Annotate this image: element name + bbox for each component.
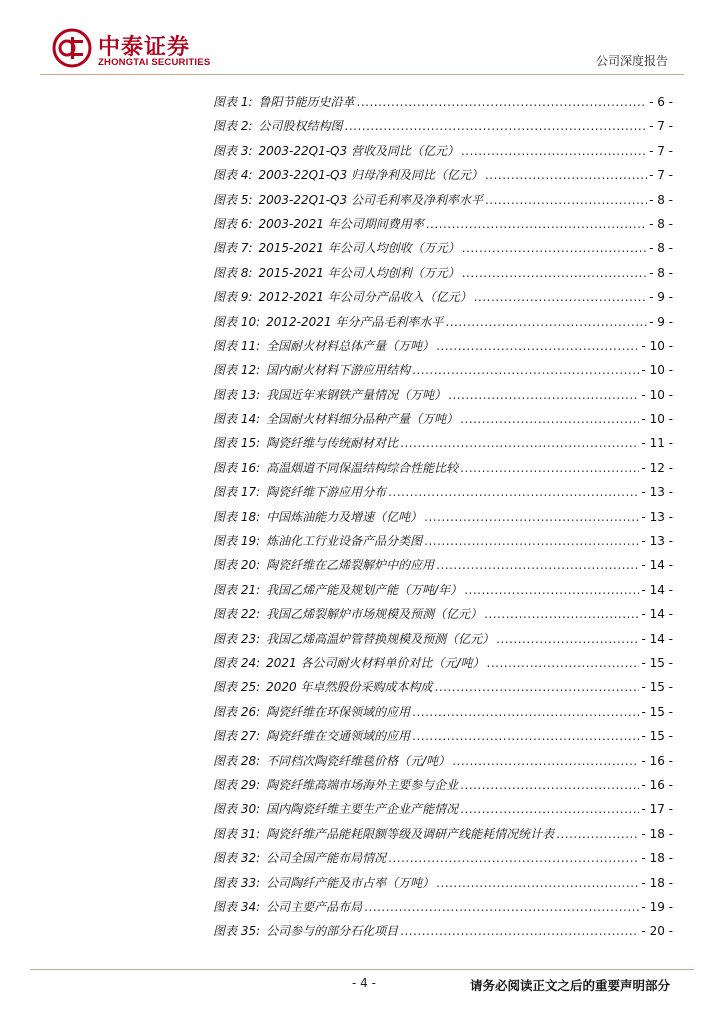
toc-entry-title: 国内耐火材料下游应用结构 [266,363,411,378]
toc-entry[interactable] [213,556,673,580]
toc-leader-dots [445,315,647,329]
toc-entry[interactable] [213,800,673,824]
toc-entry-page: - 10 - [641,412,673,427]
toc-entry-title: 2012-2021 年分产品毛利率水平 [266,314,444,329]
toc-entry[interactable] [213,898,673,922]
toc-entry-title: 2003-22Q1-Q3 公司毛利率及净利率水平 [258,192,483,207]
toc-entry-label: 图表 2: [213,119,253,134]
toc-entry-title: 公司主要产品布局 [266,899,363,914]
toc-leader-dots [400,924,639,938]
toc-leader-dots [364,900,639,914]
toc-entry-page: - 13 - [641,534,673,549]
toc-entry[interactable] [213,605,673,629]
toc-entry[interactable] [213,337,673,361]
toc-entry-label: 图表 31: [213,826,261,841]
disclaimer: 请务必阅读正文之后的重要声明部分 [469,978,670,993]
figure-index [213,93,673,947]
toc-entry-label: 图表 20: [213,558,261,573]
toc-entry-title: 鲁阳节能历史沿革 [258,95,355,109]
toc-entry-title: 国内陶瓷纤维主要生产企业产能情况 [266,802,459,817]
toc-entry-page: - 8 - [649,216,673,231]
toc-entry-title: 陶瓷纤维产品能耗限额等级及调研产线能耗情况统计表 [266,826,555,841]
toc-entry-title: 2020 年卓然股份采购成本构成 [266,680,433,695]
toc-leader-dots [436,339,639,353]
toc-leader-dots [485,168,647,182]
toc-entry-label: 图表 6: [213,216,253,231]
toc-entry-page: - 11 - [641,436,673,451]
toc-entry-label: 图表 10: [213,314,261,329]
toc-leader-dots [448,388,639,402]
toc-leader-dots [460,802,639,816]
toc-entry-page: - 13 - [641,485,673,500]
toc-entry[interactable] [213,434,673,458]
toc-entry[interactable] [213,288,673,312]
toc-entry-label: 图表 29: [213,777,261,792]
toc-leader-dots [460,461,639,475]
toc-entry[interactable] [213,849,673,873]
toc-entry[interactable] [213,874,673,898]
toc-entry[interactable] [213,313,673,337]
toc-entry-page: - 15 - [641,704,673,719]
toc-entry[interactable] [213,117,673,141]
toc-entry-label: 图表 24: [213,655,261,670]
toc-entry-page: - 14 - [641,558,673,573]
toc-entry-label: 图表 12: [213,363,261,378]
toc-entry-label: 图表 26: [213,704,261,719]
toc-entry-title: 2015-2021 年公司人均创利（万元） [258,265,460,280]
toc-entry[interactable] [213,532,673,556]
toc-leader-dots [357,95,648,109]
toc-entry[interactable] [213,239,673,263]
toc-leader-dots [460,778,639,792]
toc-entry[interactable] [213,166,673,190]
toc-entry-page: - 10 - [641,338,673,353]
toc-entry-title: 2015-2021 年公司人均创收（万元） [258,241,460,256]
toc-entry[interactable] [213,215,673,239]
toc-entry-label: 图表 14: [213,412,261,427]
toc-leader-dots [345,119,648,133]
toc-entry[interactable] [213,142,673,166]
toc-leader-dots [388,851,639,865]
toc-entry-title: 陶瓷纤维在乙烯裂解炉中的应用 [266,558,435,573]
toc-entry-label: 图表 25: [213,680,261,695]
toc-entry-page: - 15 - [641,729,673,744]
toc-entry-label: 图表 35: [213,924,261,939]
toc-entry-title: 我国乙烯裂解炉市场规模及预测（亿元） [266,607,483,622]
toc-leader-dots [484,607,639,621]
toc-entry[interactable] [213,361,673,385]
toc-leader-dots [436,558,639,572]
toc-entry[interactable] [213,727,673,751]
toc-entry-label: 图表 3: [213,143,253,158]
toc-entry-title: 陶瓷纤维与传统耐材对比 [266,436,399,451]
toc-entry-label: 图表 19: [213,534,261,549]
toc-leader-dots [435,680,640,694]
toc-entry[interactable] [213,776,673,800]
toc-entry-label: 图表 8: [213,265,253,280]
toc-entry-page: - 16 - [641,777,673,792]
toc-entry-label: 图表 34: [213,899,261,914]
toc-entry-title: 我国乙烯产能及规划产能（万吨/年） [266,582,463,597]
toc-leader-dots [474,290,647,304]
toc-entry-label: 图表 5: [213,192,253,207]
toc-entry-page: - 14 - [641,607,673,622]
toc-entry-title: 公司股权结构图 [258,119,343,134]
toc-entry[interactable] [213,191,673,215]
toc-entry-label: 图表 27: [213,729,261,744]
toc-entry-title: 2003-2021 年公司期间费用率 [258,216,424,231]
toc-entry-page: - 17 - [641,802,673,817]
toc-entry[interactable] [213,581,673,605]
toc-entry-page: - 13 - [641,509,673,524]
toc-entry[interactable] [213,922,673,946]
toc-leader-dots [424,510,639,524]
toc-entry-title: 全国耐火材料细分品种产量（万吨） [266,412,459,427]
toc-entry-label: 图表 16: [213,460,261,475]
toc-leader-dots [462,241,647,255]
toc-entry-page: - 7 - [649,168,673,183]
toc-entry-page: - 9 - [649,290,673,305]
toc-entry-title: 全国耐火材料总体产量（万吨） [266,338,435,353]
toc-leader-dots [462,266,647,280]
toc-entry-title: 2012-2021 年公司分产品收入（亿元） [258,290,472,305]
toc-entry-title: 炼油化工行业设备产品分类图 [266,534,423,549]
toc-entry-label: 图表 33: [213,875,261,890]
footer-divider [30,969,694,970]
toc-entry-label: 图表 9: [213,290,253,305]
toc-leader-dots [460,412,639,426]
toc-leader-dots [461,144,647,158]
toc-entry-page: - 19 - [641,899,673,914]
toc-entry-label: 图表 11: [213,338,261,353]
toc-entry-page: - 14 - [641,631,673,646]
toc-entry-page: - 9 - [649,314,673,329]
toc-leader-dots [412,363,639,377]
toc-entry[interactable] [213,483,673,507]
toc-entry[interactable] [213,703,673,727]
toc-entry-title: 陶瓷纤维下游应用分布 [266,485,387,500]
toc-entry-label: 图表 28: [213,753,261,768]
toc-entry-title: 高温烟道不同保温结构综合性能比较 [266,460,459,475]
toc-entry-page: - 7 - [649,143,673,158]
toc-leader-dots [487,656,640,670]
toc-entry[interactable] [213,508,673,532]
toc-leader-dots [412,705,639,719]
toc-entry-title: 2003-22Q1-Q3 归母净利及同比（亿元） [258,168,483,183]
header-divider [40,74,684,75]
toc-entry-page: - 7 - [649,119,673,134]
toc-entry[interactable] [213,386,673,410]
toc-entry-page: - 18 - [641,875,673,890]
toc-entry[interactable] [213,264,673,288]
toc-leader-dots [556,827,639,841]
toc-entry-title: 我国近年来钢铁产量情况（万吨） [266,387,447,402]
toc-entry-label: 图表 1: [213,95,253,109]
toc-entry[interactable] [213,410,673,434]
toc-entry-page: - 10 - [641,363,673,378]
toc-entry-title: 公司参与的部分石化项目 [266,924,399,939]
toc-entry-page: - 8 - [649,241,673,256]
toc-entry-title: 中国炼油能力及增速（亿吨） [266,509,423,524]
toc-leader-dots [464,583,639,597]
toc-entry-title: 陶瓷纤维高端市场海外主要参与企业 [266,777,459,792]
toc-entry-label: 图表 21: [213,582,261,597]
toc-entry-label: 图表 17: [213,485,261,500]
toc-entry-label: 图表 32: [213,851,261,866]
toc-entry[interactable] [213,93,673,117]
toc-entry[interactable] [213,678,673,702]
brand-name-en: ZHONGTAI SECURITIES [98,57,211,68]
page-header [0,0,724,80]
toc-entry-title: 2003-22Q1-Q3 营收及同比（亿元） [258,143,459,158]
toc-entry-title: 陶瓷纤维在交通领域的应用 [266,729,411,744]
toc-leader-dots [426,217,647,231]
zhongtai-logo-icon [52,28,92,68]
toc-leader-dots [412,729,639,743]
toc-entry[interactable] [213,825,673,849]
toc-leader-dots [496,632,639,646]
toc-entry-title: 2021 各公司耐火材料单价对比（元/吨） [266,655,485,670]
toc-leader-dots [388,485,639,499]
toc-entry-label: 图表 18: [213,509,261,524]
toc-entry-label: 图表 15: [213,436,261,451]
toc-entry[interactable] [213,630,673,654]
toc-entry-label: 图表 23: [213,631,261,646]
toc-entry-page: - 14 - [641,582,673,597]
toc-entry-page: - 12 - [641,460,673,475]
page-number: - 4 - [352,976,376,990]
toc-entry-page: - 16 - [641,753,673,768]
toc-entry-page: - 6 - [649,95,673,109]
toc-leader-dots [424,534,639,548]
toc-entry-title: 不同档次陶瓷纤维毯价格（元/吨） [266,753,451,768]
toc-entry-title: 公司陶纤产能及市占率（万吨） [266,875,435,890]
toc-leader-dots [452,754,639,768]
toc-entry-page: - 18 - [641,826,673,841]
toc-entry-page: - 8 - [649,192,673,207]
toc-entry-page: - 18 - [641,851,673,866]
toc-entry[interactable] [213,654,673,678]
toc-entry[interactable] [213,459,673,483]
toc-entry-title: 公司全国产能布局情况 [266,851,387,866]
toc-entry-page: - 10 - [641,387,673,402]
report-type: 公司深度报告 [595,54,668,68]
toc-entry-page: - 15 - [641,680,673,695]
toc-entry-label: 图表 22: [213,607,261,622]
toc-entry-page: - 20 - [641,924,673,939]
toc-entry-title: 陶瓷纤维在环保领域的应用 [266,704,411,719]
brand-name-cn: 中泰证券 [98,35,191,60]
toc-leader-dots [485,193,647,207]
toc-entry[interactable] [213,752,673,776]
toc-entry-label: 图表 30: [213,802,261,817]
toc-entry-label: 图表 7: [213,241,253,256]
toc-entry-page: - 15 - [641,655,673,670]
toc-entry-label: 图表 4: [213,168,253,183]
toc-entry-title: 我国乙烯高温炉管替换规模及预测（亿元） [266,631,495,646]
toc-entry-page: - 8 - [649,265,673,280]
toc-leader-dots [400,436,639,450]
toc-leader-dots [436,876,639,890]
toc-entry-label: 图表 13: [213,387,261,402]
